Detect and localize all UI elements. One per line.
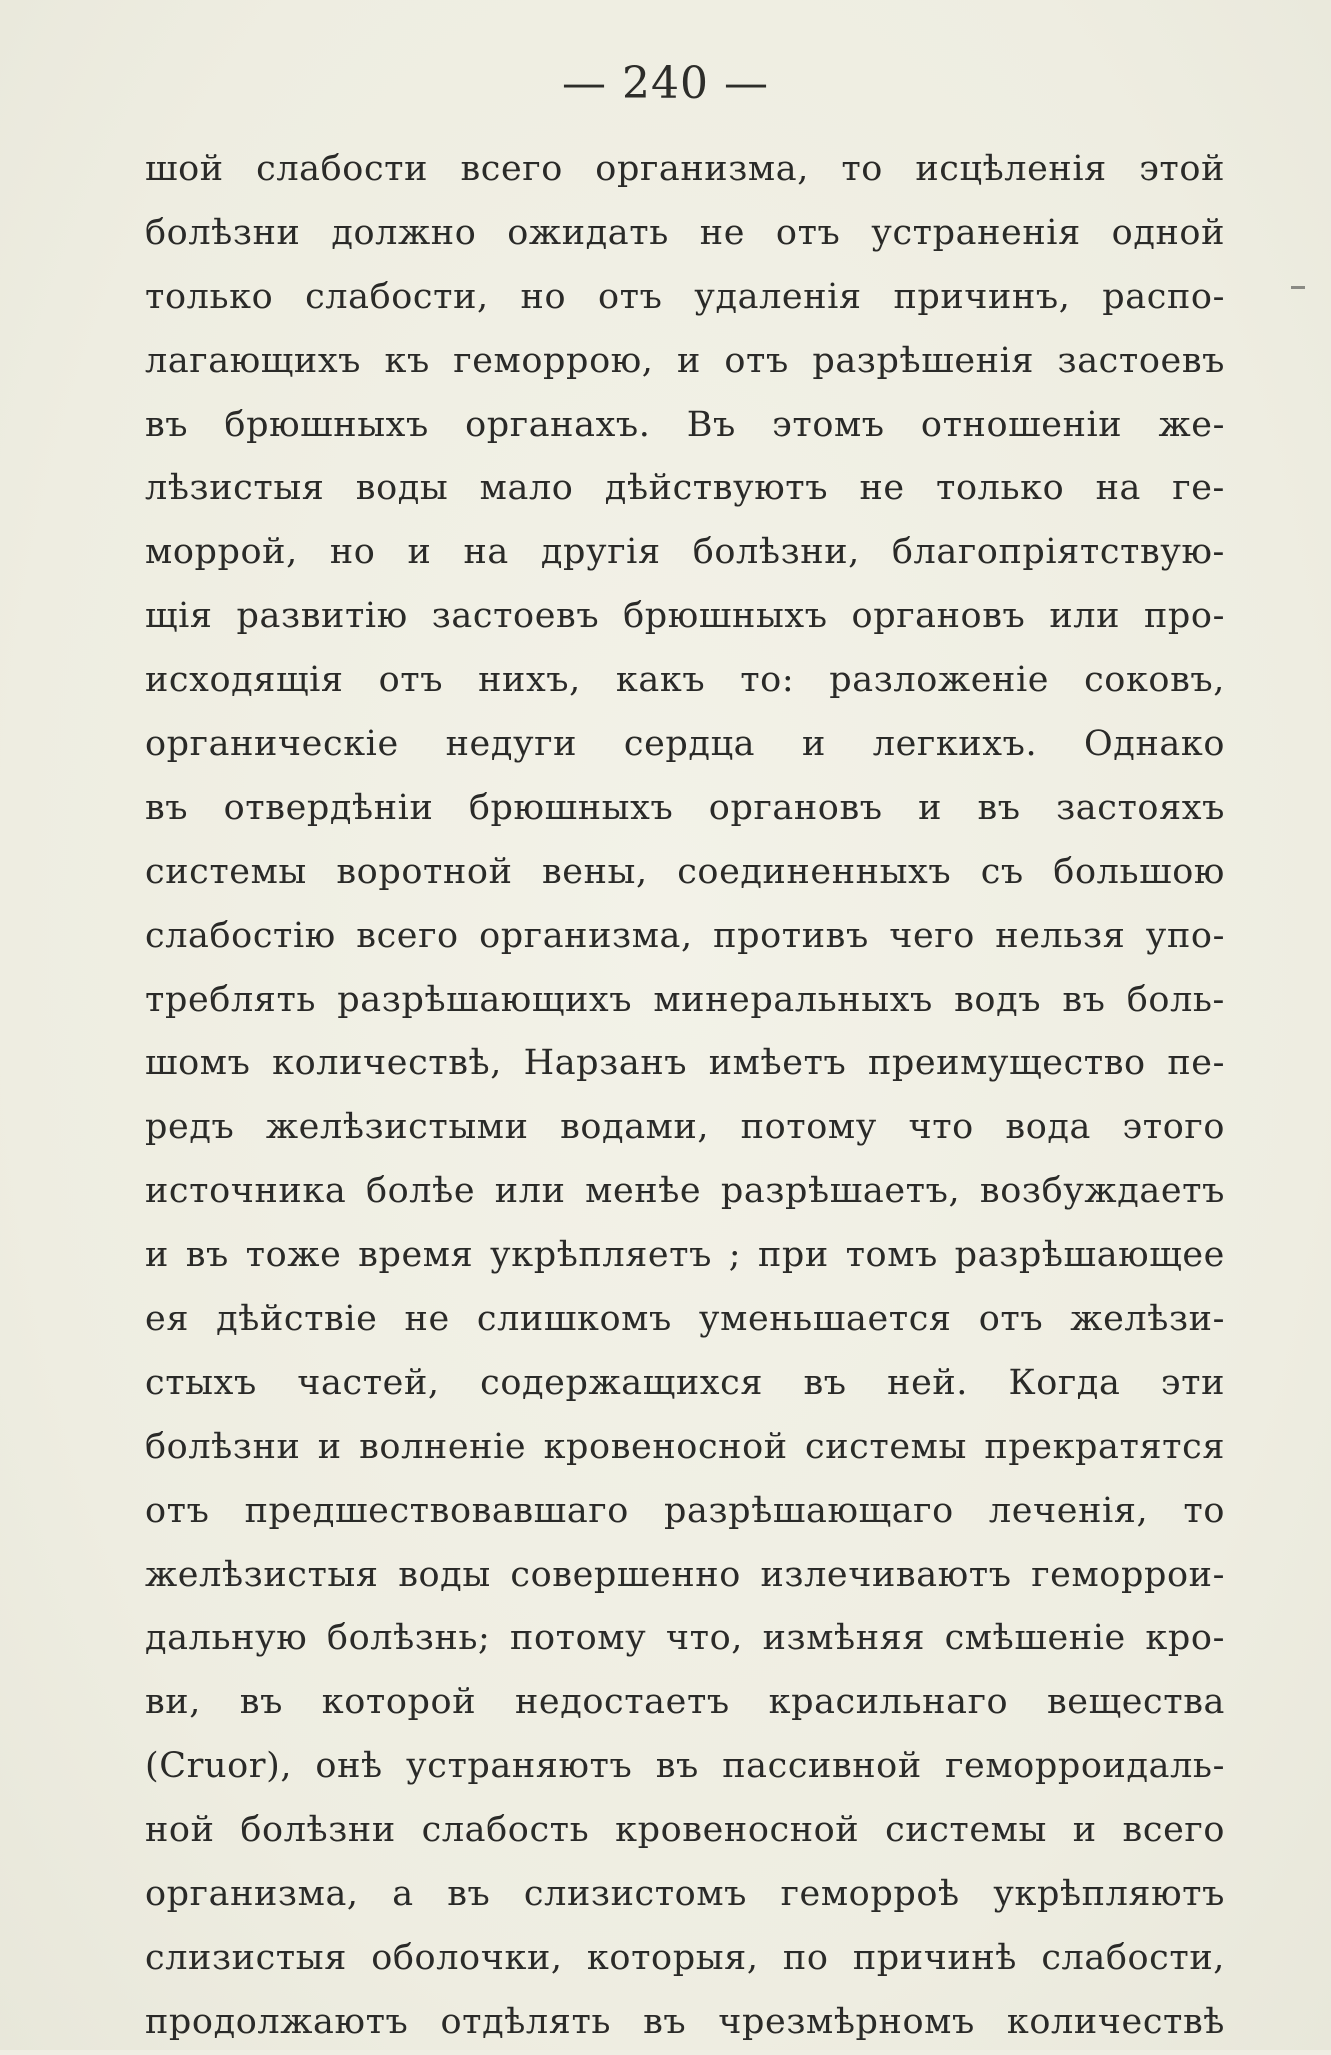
text-line: продолжаютъ отдѣлять въ чрезмѣрномъ количествѣ [145,2001,1225,2042]
text-line: организма, а въ слизистомъ геморроѣ укрѣпляютъ [145,1874,1225,1915]
text-line: ной болѣзни слабость кровеносной системы и всего [145,1810,1225,1851]
text-line: въ отвердѣніи брюшныхъ органовъ и въ застояхъ [145,787,1225,828]
text-line: (Cruor), онѣ устраняютъ въ пассивной геморроидаль- [145,1746,1225,1787]
text-line: ви, въ которой недостаетъ красильнаго вещества [145,1682,1225,1723]
text-line: болѣзни должно ожидать не отъ устраненія одной [145,212,1225,253]
text-line: органическіе недуги сердца и легкихъ. Однако [145,724,1225,765]
margin-mark [1291,286,1305,289]
text-line: ея дѣйствіе не слишкомъ уменьшается отъ желѣзи- [145,1299,1225,1340]
text-line: треблять разрѣшающихъ минеральныхъ водъ въ боль- [145,979,1225,1020]
text-line: щія развитію застоевъ брюшныхъ органовъ или про- [145,596,1225,637]
text-line: болѣзни и волненіе кровеносной системы прекратятся [145,1426,1225,1467]
text-line: въ брюшныхъ органахъ. Въ этомъ отношеніи же- [145,404,1225,445]
text-line: и въ тоже время укрѣпляетъ ; при томъ разрѣшающее [145,1235,1225,1276]
text-line: редъ желѣзистыми водами, потому что вода этого [145,1107,1225,1148]
text-line: только слабости, но отъ удаленія причинъ, распо- [145,276,1225,317]
page-number: — 240 — [562,58,769,109]
text-line: стыхъ частей, содержащихся въ ней. Когда эти [145,1362,1225,1403]
text-line: слизистыя оболочки, которыя, по причинѣ слабости, [145,1937,1225,1978]
text-line: исходящія отъ нихъ, какъ то: разложеніе соковъ, [145,660,1225,701]
text-line: шой слабости всего организма, то исцѣленія этой [145,149,1225,189]
text-line: системы воротной вены, соединенныхъ съ большою [145,851,1225,892]
text-line: дальную болѣзнь; потому что, измѣняя смѣшеніе кро- [145,1618,1225,1659]
text-line: источника болѣе или менѣе разрѣшаетъ, возбуждаетъ [145,1171,1225,1212]
text-line: отъ предшествовавшаго разрѣшающаго леченія, то [145,1490,1225,1531]
text-line: моррой, но и на другія болѣзни, благопріятствую- [145,532,1225,573]
body-text [145,138,1225,2055]
text-line: лагающихъ къ геморрою, и отъ разрѣшенія застоевъ [145,340,1225,381]
text-line: лѣзистыя воды мало дѣйствуютъ не только на ге- [145,468,1225,509]
text-line: желѣзистыя воды совершенно излечиваютъ геморрои- [145,1554,1225,1595]
text-line: слабостію всего организма, противъ чего нельзя упо- [145,915,1225,956]
text-line: шомъ количествѣ, Нарзанъ имѣетъ преимущество пе- [145,1043,1225,1084]
